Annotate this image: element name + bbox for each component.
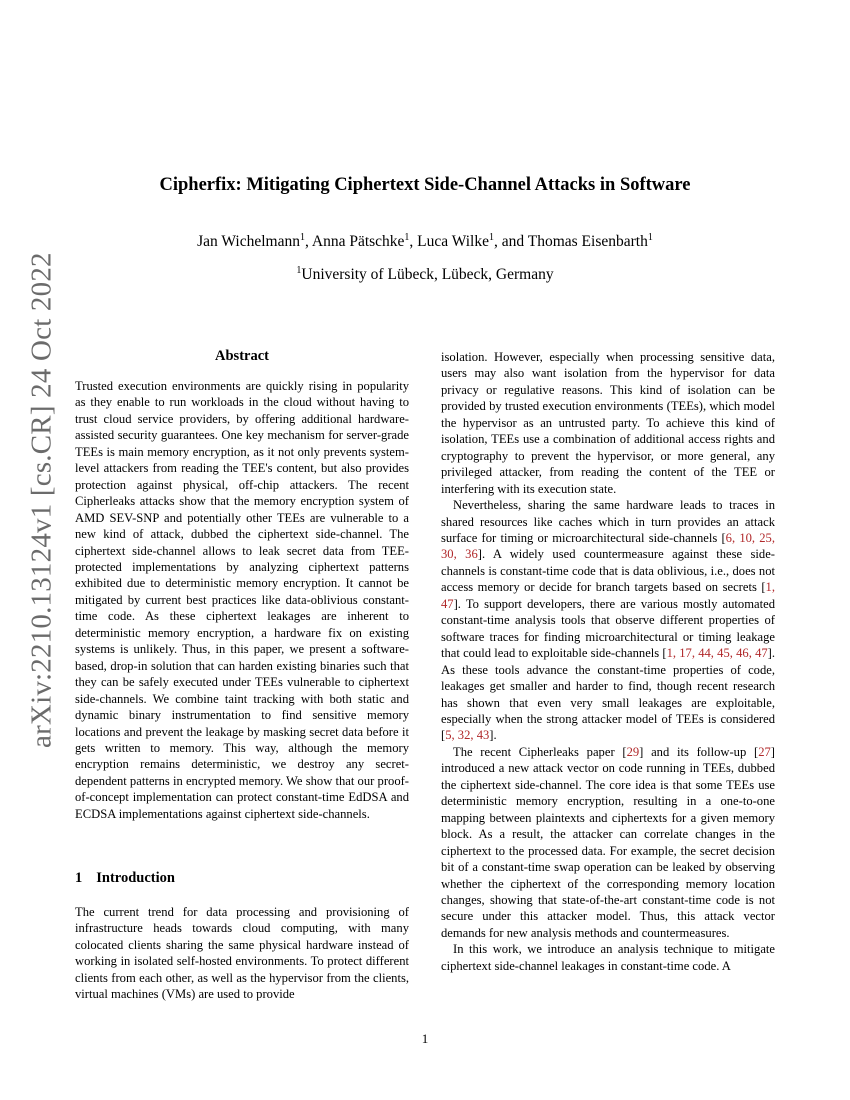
section-heading-introduction [75,870,175,887]
author-name: Luca Wilke [417,233,489,250]
author-name: Anna Pätschke [311,233,405,250]
affiliation-text: University of Lübeck, Lübeck, Germany [301,266,554,283]
citation-link[interactable]: 27 [758,744,771,759]
author-name: Jan Wichelmann [197,233,300,250]
section-title: Introduction [96,870,175,886]
abstract-body [75,378,409,822]
affiliation-marker: 1 [296,265,302,276]
paragraph: In this work, we introduce an analysis technique to mitigate ciphertext side-channel leakages in constant-time code. A [441,942,775,973]
author-name: Thomas Eisenbarth [527,233,648,250]
citation-link[interactable]: 6, 10, 25, 30, 36 [441,530,776,562]
citation-link[interactable]: 5, 32, 43 [445,728,490,743]
paragraph: Nevertheless, sharing the same hardware leads to traces in shared resources like caches which in turn provides an attack surface for timing or microarchitectural side-channels [6, 10, 25, 30, 36]. A widely used countermeasure against these side-channels is constant-time code that is data oblivious, i.e., does not access memory or decide for branch targets based on secrets [1, 47]. To support developers, there are various mostly automated constant-time analysis tools that observe different properties of software traces for finding microarchitectural or timing leakage that could lead to exploitable side-channels [1, 17, 44, 45, 46, 47]. As these tools advance the constant-time properties of code, leakages get smaller and harder to find, though recent research has shown that even very small leakages are exploitable, especially when the strong attacker model of TEEs is considered [5, 32, 43]. [441,498,776,743]
citation-link[interactable]: 29 [626,744,640,759]
author-list: Jan Wichelmann$^1$, Anna Pätschke$^1$, Luca Wilke$^1$, and Thomas Eisenbarth$^1$ [197,232,653,250]
page-number: 1 [421,1031,429,1046]
abstract-text: Trusted execution environments are quickly rising in popularity as they enable to run workloads in the cloud without having to trust cloud service providers, by offering additional hardware-assisted security guarantees. One key mechanism for server-grade TEEs is main memory encryption, as it not only prevents system-level attackers from reading the TEE's content, but also provides protection against physical, off-chip attackers. The recent Cipherleaks attacks show that the memory encryption system of AMD SEV-SNP and potentially other TEEs are vulnerable to a new kind of attack, dubbed the ciphertext side-channel. The ciphertext side-channel allows to leak secret data from TEE-protected implementations by analyzing ciphertext patterns exhibited due to deterministic memory encryption. It cannot be mitigated by current best practices like data-oblivious constant-time code. As these ciphertext leakages are inherent to deterministic memory encryption, a hardware fix on existing systems is unlikely. Thus, in this paper, we present a software-based, drop-in solution that can harden existing binaries such that they can be safely executed under TEEs vulnerable to ciphertext side-channels. We combine taint tracking with both static and dynamic binary instrumentation to find sensitive memory locations and prevent the leakage by masking secret data before it gets written to memory. This way, although the memory encryption remains deterministic, we destroy any secret-dependent patterns in encrypted memory. We show that our proof-of-concept implementation can protect constant-time EdDSA and ECDSA implementations against ciphertext side-channels. [75,379,409,821]
arxiv-identifier-stamp: arXiv:2210.13124v1 [cs.CR] 24 Oct 2022 [25,252,58,748]
paragraph: isolation. However, especially when processing sensitive data, users may also want isolation from the hypervisor for data privacy or regulative reasons. This kind of isolation can be provided by trusted execution environments (TEEs), which model the hypervisor as an untrusted party. To achieve this kind of isolation, TEEs use a combination of additional access rights and cryptography to prevent the hypervisor, or more general, any privileged attacker, from reading the content of the TEE or interfering with its execution state. [441,350,775,496]
abstract-heading: Abstract [215,348,269,364]
affiliation-marker: 1 [299,232,305,243]
citation-link[interactable]: 1, 47 [441,580,775,611]
affiliation-marker: 1 [489,232,494,243]
paragraph: The recent Cipherleaks paper [29] and its follow-up [27] introduced a new attack vector on code running in TEEs, dubbed the ciphertext side-channel. The core idea is that some TEEs use deterministic memory encryption, resulting in a one-to-one mapping between plaintexts and ciphertexts for a given memory block. As a result, the attacker can correlate changes in the ciphertext to the processed data. For example, the secret decision bit of a constant-time swap operation can be leaked by observing whether the ciphertext of the corresponding memory location changes, showing that state-of-the-art constant-time code is not secure under this attacker model. Thus, this attack vector demands for new analysis methods and countermeasures. [441,744,775,940]
introduction-body [75,904,409,1003]
citation-link[interactable]: 1, 17, 44, 45, 46, 47 [666,646,768,661]
affiliation-marker: 1 [647,232,653,243]
paragraph: The current trend for data processing and provisioning of infrastructure heads towards cloud computing, with many colocated clients sharing the same physical hardware instead of working in isolated self-hosted environments. To protect different clients from each other, as well as the hypervisor from the clients, virtual machines (VMs) are used to provide [75,905,409,1002]
affiliation [0,266,850,284]
right-column-body [441,349,775,974]
section-number: 1 [75,870,83,886]
affiliation-marker: 1 [404,232,410,243]
paper-title: Cipherfix: Mitigating Ciphertext Side-Channel Attacks in Software [159,175,691,195]
